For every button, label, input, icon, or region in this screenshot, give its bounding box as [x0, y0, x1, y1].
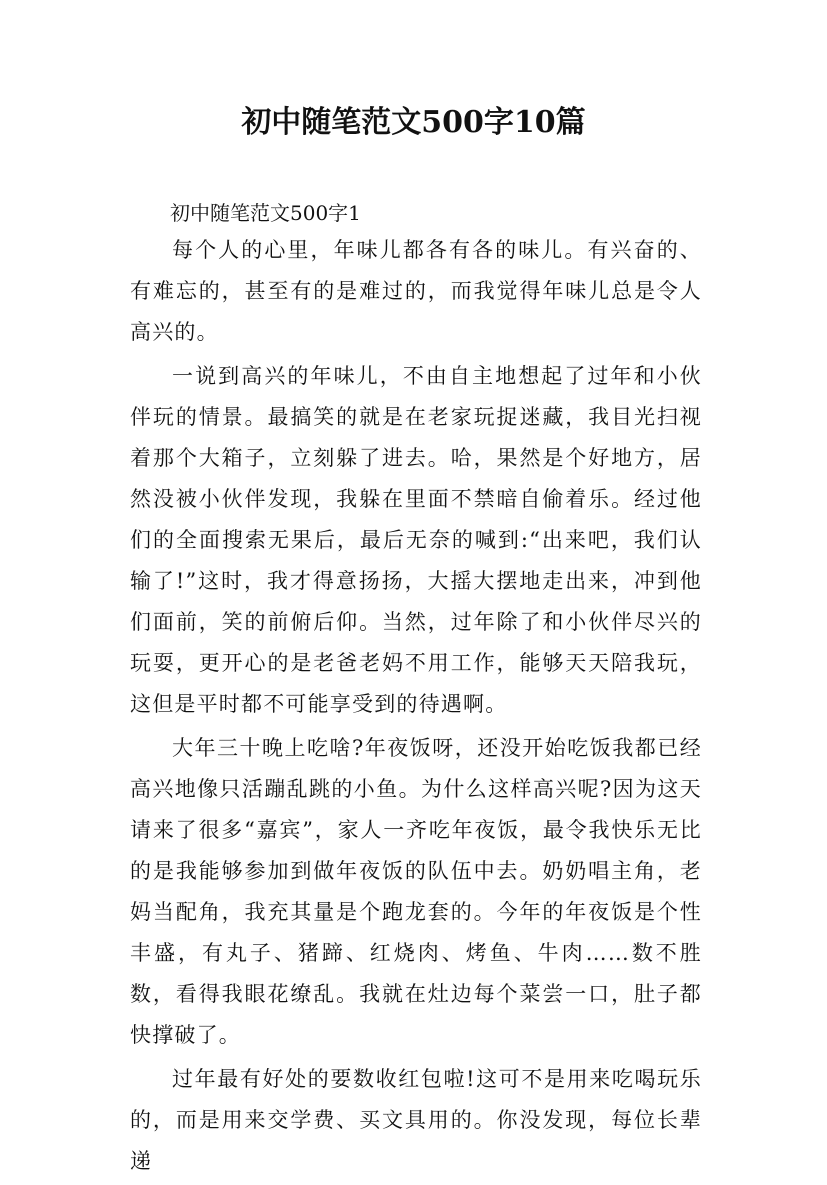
section-heading: 初中随笔范文500字1 — [170, 201, 361, 225]
paragraph: 大年三十晚上吃啥?年夜饭呀，还没开始吃饭我都已经高兴地像只活蹦乱跳的小鱼。为什么这样高兴呢?因为这天请来了很多“嘉宾”，家人一齐吃年夜饭，最令我快乐无比的是我能够参加到做年夜饭的队伍中去。奶奶唱主角，老妈当配角，我充其量是个跑龙套的。今年的年夜饭是个性丰盛，有丸子、猪蹄、红烧肉、烤鱼、牛肉……数不胜数，看得我眼花缭乱。我就在灶边每个菜尝一口，肚子都快撑破了。 — [130, 736, 702, 1047]
paragraph: 每个人的心里，年味儿都各有各的味儿。有兴奋的、有难忘的，甚至有的是难过的，而我觉得年味儿总是令人高兴的。 — [130, 238, 702, 344]
document-title: 初中随笔范文500字10篇 — [241, 105, 586, 140]
document-body — [130, 230, 702, 1185]
paragraph: 过年最有好处的要数收红包啦!这可不是用来吃喝玩乐的，而是用来交学费、买文具用的。你没发现，每位长辈递 — [130, 1067, 702, 1173]
paragraph: 一说到高兴的年味儿，不由自主地想起了过年和小伙伴玩的情景。最搞笑的就是在老家玩捉迷藏，我目光扫视着那个大箱子，立刻躲了进去。哈，果然是个好地方，居然没被小伙伴发现，我躲在里面不禁暗自偷着乐。经过他们的全面搜索无果后，最后无奈的喊到:“出来吧，我们认输了!”这时，我才得意扬扬，大摇大摆地走出来，冲到他们面前，笑的前俯后仰。当然，过年除了和小伙伴尽兴的玩耍，更开心的是老爸老妈不用工作，能够天天陪我玩，这但是平时都不可能享受到的待遇啊。 — [130, 364, 702, 716]
